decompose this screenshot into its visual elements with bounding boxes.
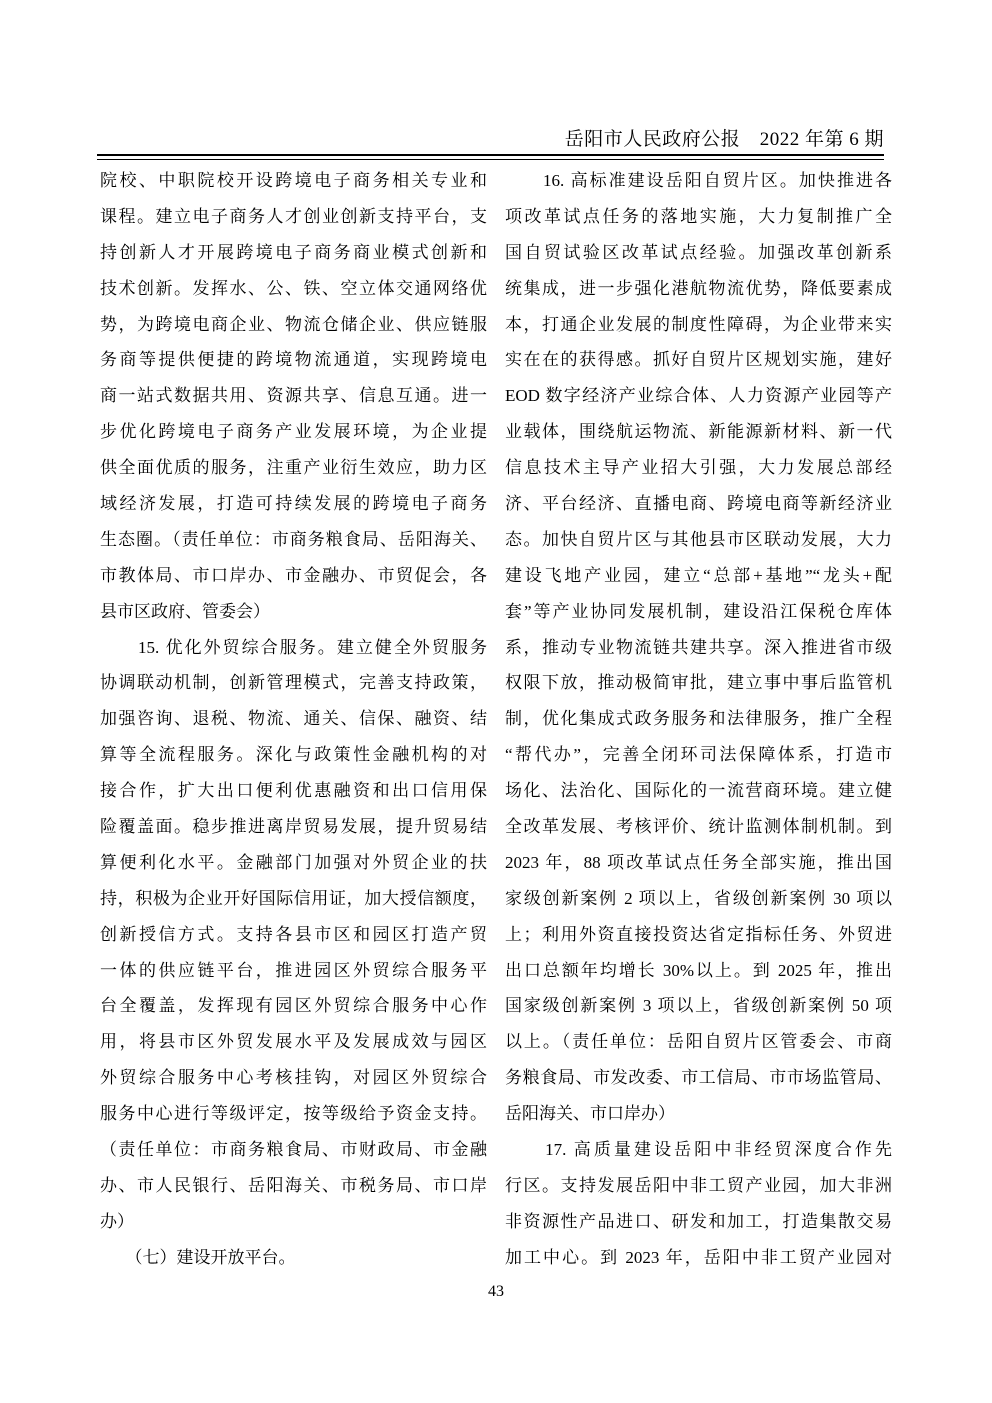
text-line: 持，积极为企业开好国际信用证，加大授信额度，	[100, 888, 487, 908]
text-line: 信息技术主导产业招大引强，大力发展总部经	[505, 458, 892, 478]
text-line: （七）建设开放平台。	[100, 1247, 296, 1267]
text-line: 商一站式数据共用、资源共享、信息互通。进一	[100, 386, 487, 406]
text-line: 接合作，扩大出口便利优惠融资和出口信用保	[100, 781, 487, 801]
text-line: 2023 年，88 项改革试点任务全部实施，推出国	[505, 852, 892, 872]
two-column-text-body	[100, 163, 892, 1276]
text-line: 用，将县市区外贸发展水平及发展成效与园区	[100, 1032, 487, 1052]
text-line: 系，推动专业物流链共建共享。深入推进省市级	[505, 637, 892, 657]
text-line: 县市区政府、管委会）	[100, 601, 270, 621]
text-line: 全改革发展、考核评价、统计监测体制机制。到	[505, 817, 892, 837]
text-line: 实在在的获得感。抓好自贸片区规划实施，建好	[505, 350, 892, 370]
text-line: 以上。（责任单位：岳阳自贸片区管委会、市商	[505, 1032, 892, 1052]
text-line: 技术创新。发挥水、公、铁、空立体交通网络优	[100, 278, 487, 298]
text-line: 加强咨询、退税、物流、通关、信保、融资、结	[100, 709, 487, 729]
text-line: 本，打通企业发展的制度性障碍，为企业带来实	[505, 314, 892, 334]
text-line: 供全面优质的服务，注重产业衍生效应，助力区	[100, 458, 487, 478]
text-line: （责任单位：市商务粮食局、市财政局、市金融	[100, 1140, 487, 1160]
text-line: 济、平台经济、直播电商、跨境电商等新经济业	[505, 494, 892, 514]
text-line: 场化、法治化、国际化的一流营商环境。建立健	[505, 781, 892, 801]
text-line: 服务中心进行等级评定，按等级给予资金支持。	[100, 1104, 487, 1124]
text-line: 上；利用外资直接投资达省定指标任务、外贸进	[505, 924, 892, 944]
text-line: 生态圈。（责任单位：市商务粮食局、岳阳海关、	[100, 529, 487, 549]
text-line: 家级创新案例 2 项以上，省级创新案例 30 项以	[505, 888, 892, 908]
page-header-title: 岳阳市人民政府公报 2022 年第 6 期	[564, 129, 884, 150]
text-line: 协调联动机制，创新管理模式，完善支持政策，	[100, 673, 487, 693]
text-line: 办、市人民银行、岳阳海关、市税务局、市口岸	[100, 1175, 487, 1195]
text-line: 算等全流程服务。深化与政策性金融机构的对	[100, 745, 487, 765]
text-line: 市教体局、市口岸办、市金融办、市贸促会，各	[100, 565, 487, 585]
text-line: 国家级创新案例 3 项以上，省级创新案例 50 项	[505, 996, 892, 1016]
text-line: 非资源性产品进口、研发和加工，打造集散交易	[505, 1211, 892, 1231]
text-line: 项改革试点任务的落地实施，大力复制推广全	[505, 206, 892, 226]
text-line: 域经济发展，打造可持续发展的跨境电子商务	[100, 494, 487, 514]
text-line: 一体的供应链平台，推进园区外贸综合服务平	[100, 960, 487, 980]
text-line: 权限下放，推动极简审批，建立事中事后监管机	[505, 673, 892, 693]
text-line: 持创新人才开展跨境电子商务商业模式创新和	[100, 242, 487, 262]
text-line: 课程。建立电子商务人才创业创新支持平台，支	[100, 206, 487, 226]
text-line: 办）	[100, 1211, 134, 1231]
text-line: 套”等产业协同发展机制，建设沿江保税仓库体	[505, 601, 892, 621]
text-line: 势，为跨境电商企业、物流仓储企业、供应链服	[100, 314, 487, 334]
text-line: 15. 优化外贸综合服务。建立健全外贸服务	[100, 637, 487, 657]
text-line: 步优化跨境电子商务产业发展环境，为企业提	[100, 422, 487, 442]
text-line: 统集成，进一步强化港航物流优势，降低要素成	[505, 278, 892, 298]
text-line: 加工中心。到 2023 年，岳阳中非工贸产业园对	[505, 1247, 892, 1267]
text-line: 业载体，围绕航运物流、新能源新材料、新一代	[505, 422, 892, 442]
text-line: 算便利化水平。金融部门加强对外贸企业的扶	[100, 852, 487, 872]
text-line: EOD 数字经济产业综合体、人力资源产业园等产	[505, 386, 892, 406]
text-line: 创新授信方式。支持各县市区和园区打造产贸	[100, 924, 487, 944]
text-line: 务商等提供便捷的跨境物流通道，实现跨境电	[100, 350, 487, 370]
text-line: 出口总额年均增长 30%以上。到 2025 年，推出	[505, 960, 892, 980]
text-line: 外贸综合服务中心考核挂钩，对园区外贸综合	[100, 1068, 487, 1088]
right-column	[505, 163, 892, 1276]
header-double-rule	[97, 154, 884, 160]
text-line: 台全覆盖，发挥现有园区外贸综合服务中心作	[100, 996, 487, 1016]
text-line: 建设飞地产业园，建立“总部+基地”“龙头+配	[505, 565, 892, 585]
text-line: 岳阳海关、市口岸办）	[505, 1104, 675, 1124]
text-line: 国自贸试验区改革试点经验。加强改革创新系	[505, 242, 892, 262]
page-number: 43	[488, 1283, 504, 1300]
text-line: 险覆盖面。稳步推进离岸贸易发展，提升贸易结	[100, 817, 487, 837]
text-line: 院校、中职院校开设跨境电子商务相关专业和	[100, 171, 487, 190]
text-line: 16. 高标准建设岳阳自贸片区。加快推进各	[505, 171, 892, 190]
text-line: 17. 高质量建设岳阳中非经贸深度合作先	[505, 1140, 892, 1160]
text-line: 行区。支持发展岳阳中非工贸产业园，加大非洲	[505, 1175, 892, 1195]
text-line: “帮代办”，完善全闭环司法保障体系，打造市	[505, 745, 892, 765]
left-column	[100, 163, 487, 1276]
text-line: 制，优化集成式政务服务和法律服务，推广全程	[505, 709, 892, 729]
text-line: 态。加快自贸片区与其他县市区联动发展，大力	[505, 529, 892, 549]
text-line: 务粮食局、市发改委、市工信局、市市场监管局、	[505, 1068, 892, 1088]
